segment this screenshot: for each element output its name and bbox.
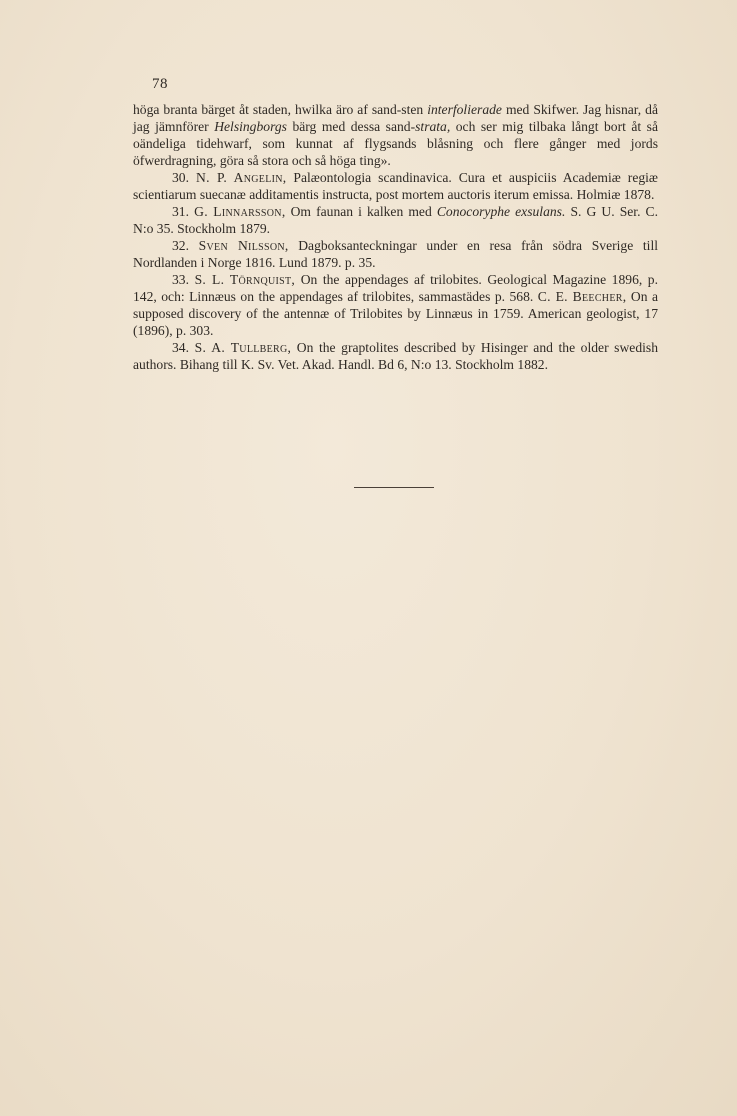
reference-number: 30.: [172, 170, 189, 185]
reference-text: On the graptolites described by Hisinger and the older swedish authors. Bihang till K. Sv. Vet. Akad. Handl. Bd 6, N:o 13. Stockholm 1882.: [133, 340, 658, 372]
reference-30: [133, 169, 658, 203]
reference-number: 34.: [172, 340, 189, 355]
intro-text-1: höga branta bärget åt staden, hwilka äro af sand-sten: [133, 102, 428, 117]
reference-text: On a supposed discovery of the antennæ of Trilobites by Linnæus in 1759. American geologist, 17 (1896), p. 303.: [133, 289, 658, 338]
page-number: 78: [152, 76, 168, 92]
intro-text-3: bärg med dessa sand-: [286, 119, 416, 134]
reference-34: [133, 339, 658, 373]
reference-author: G. Linnarsson,: [194, 204, 286, 219]
reference-31: [133, 203, 658, 237]
section-divider: [354, 487, 434, 488]
reference-author: S. L. Törnquist,: [194, 272, 296, 287]
reference-32: [133, 237, 658, 271]
intro-text-2: med Skifwer. Jag hisnar, då jag jämnförer: [133, 102, 659, 134]
reference-text: Om faunan i kalken med: [285, 204, 437, 219]
reference-number: 33.: [172, 272, 189, 287]
reference-text: S. G U. Ser. C. N:o 35. Stockholm 1879.: [133, 204, 659, 236]
reference-author: C. E. Beecher,: [537, 289, 627, 304]
intro-italic-2: Helsingborgs: [214, 119, 287, 134]
reference-author: N. P. Angelin,: [195, 170, 287, 185]
reference-author: S. A. Tullberg,: [194, 340, 292, 355]
reference-number: 31.: [172, 204, 189, 219]
intro-paragraph: [133, 101, 658, 169]
intro-italic-3: strata,: [415, 119, 451, 134]
reference-text: Palæontologia scandinavica. Cura et auspiciis Academiæ regiæ scientiarum suecanæ additamentis instructa, post mortem auctoris iterum emissa. Holmiæ 1878.: [133, 170, 658, 202]
reference-33: [133, 271, 658, 339]
main-text: [133, 101, 658, 373]
intro-text-4: och ser mig tilbaka långt bort åt så oändeliga tidehwarf, som kunnat af flygsands blåsning och flere gånger med jords öfwerdragning, göra så stora och så höga ting».: [133, 119, 659, 168]
reference-italic-title: Conocoryphe exsulans.: [436, 204, 566, 219]
reference-author: Sven Nilsson,: [198, 238, 289, 253]
intro-italic-1: interfolierade: [427, 102, 502, 117]
reference-text: On the appendages af trilobites. Geological Magazine 1896, p. 142, och: Linnæus on the appendages af trilobites, sammastädes p. 568.: [133, 272, 659, 304]
reference-text: Dagboksanteckningar under en resa från södra Sverige till Nordlanden i Norge 1816. Lund 1879. p. 35.: [133, 238, 659, 270]
reference-number: 32.: [172, 238, 189, 253]
